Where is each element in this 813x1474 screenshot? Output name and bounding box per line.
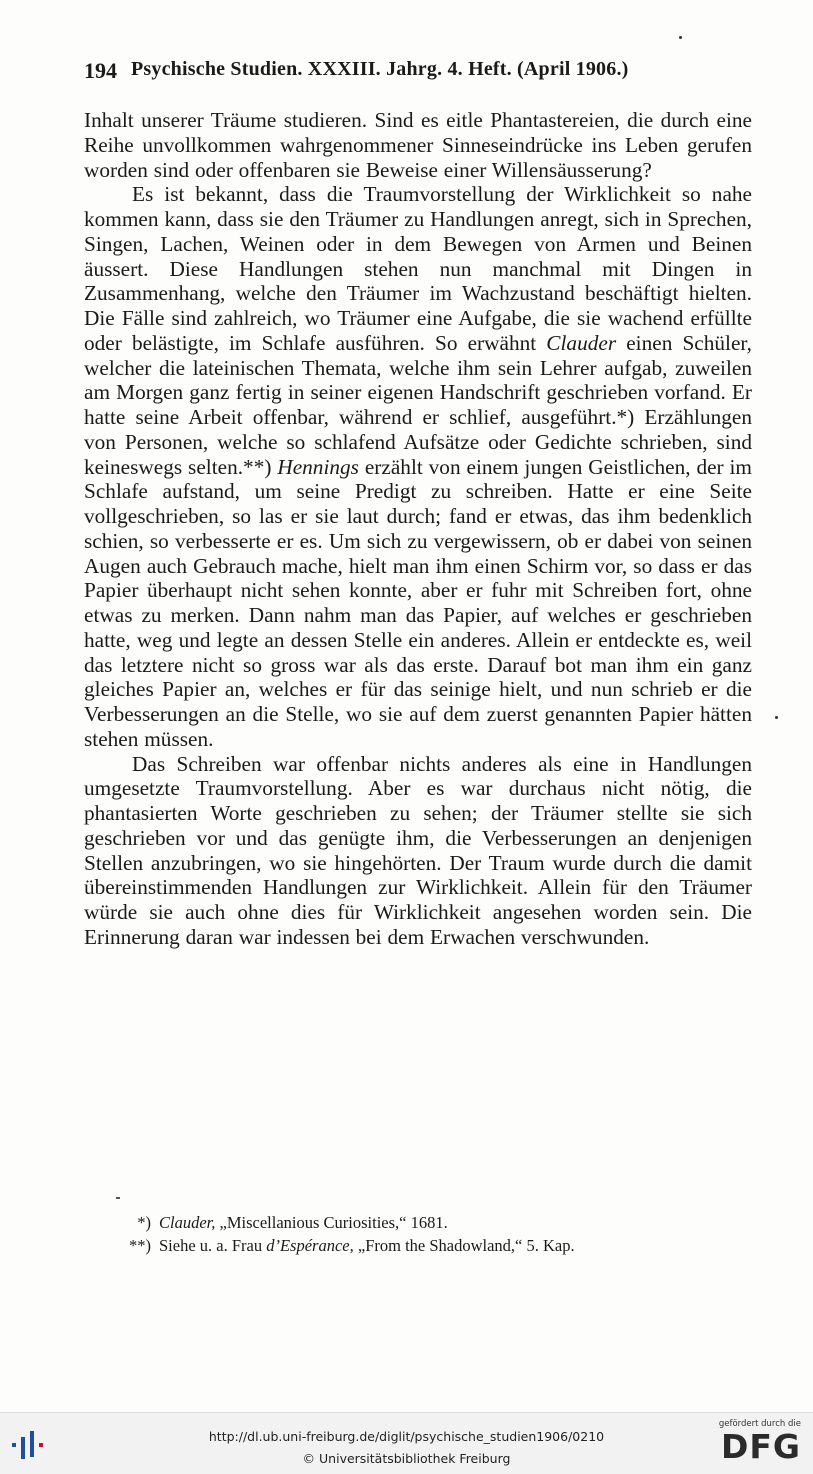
footnotes [125,1211,765,1257]
cited-name: Clauder [546,330,617,355]
footnote-text: „From the Shadowland,“ 5. Kap. [353,1236,575,1255]
paragraph: Inhalt unserer Träume studieren. Sind es eitle Phantastereien, die durch eine Reihe unvollkommen wahrgenommener Sinneseindrücke ins Leben gerufen worden sind oder offenbaren sie Beweise einer Willensäusserung? [84,108,752,182]
dfg-wordmark: DFG [720,1427,801,1466]
page-number: 194 [84,58,117,83]
footnote-author: d’Espérance, [266,1236,354,1255]
running-title: Psychische Studien. XXXIII. Jahrg. 4. Heft. (April 1906.) [131,58,629,80]
footnote-2 [125,1234,765,1257]
footnote-mark: **) [129,1236,151,1255]
viewer-footer [0,1412,813,1474]
footnote-rule [116,1197,120,1199]
body-text [84,108,752,950]
scan-speck [679,36,682,39]
document-url[interactable]: http://dl.ub.uni-freiburg.de/diglit/psychische_studien1906/0210 [208,1429,605,1444]
footnote-text: „Miscellanious Curiosities,“ 1681. [215,1213,448,1232]
copyright-notice: © Universitätsbibliothek Freiburg [302,1451,511,1466]
footnote-1 [125,1211,765,1234]
footnote-author: Clauder, [159,1213,216,1232]
running-header [84,58,752,84]
paragraph: Das Schreiben war offenbar nichts anderes als eine in Handlungen umgesetzte Traumvorstellung. Aber es war durchaus nicht nötig, die phantasierten Worte geschrieben zu sehen; der Träumer stellte sie sich geschrieben vor und das genügte ihm, die Verbesserungen an denjenigen Stellen anzubringen, wo sie hingehörten. Der Traum wurde durch die damit übereinstimmenden Handlungen zur Wirklichkeit. Allein für den Träumer würde sie auch ohne dies für Wirklichkeit angesehen worden sein. Die Erinnerung daran war indessen bei dem Erwachen verschwunden. [84,751,752,949]
dfg-caption: gefördert durch die [718,1419,801,1429]
dfg-logo[interactable] [705,1419,801,1469]
cited-name: Hennings [277,454,359,479]
paragraph: Es ist bekannt, dass die Traumvorstellung der Wirklichkeit so nahe kommen kann, dass sie den Träumer zu Handlungen anregt, sich in Sprechen, Singen, Lachen, Weinen oder in dem Bewegen von Armen und Beinen äussert. Diese Handlungen stehen nun manchmal mit Dingen in Zusammenhang, welche den Träumer im Wachzustand beschäftigt hielten. Die Fälle sind zahlreich, wo Träumer eine Aufgabe, die sie wachend erfüllte oder belästigte, im Schlafe ausführen. So erwähnt Clauder einen Schüler, welcher die lateinischen Themata, welche ihm sein Lehrer aufgab, zuweilen am Morgen ganz fertig in seiner eigenen Handschrift geschrieben vorfand. Er hatte seine Arbeit offenbar, während er schlief, ausgeführt.*) Erzählungen von Personen, welche so schlafend Aufsätze oder Gedichte schrieben, sind keineswegs selten.**) Hennings erzählt von einem jungen Geistlichen, der im Schlafe aufstand, um seine Predigt zu schreiben. Hatte er eine Seite vollgeschrieben, so las er sie laut durch; fand er etwas, das ihm bedenklich schien, so verbesserte er es. Um sich zu vergewissern, ob er dabei von seinen Augen auch Gebrauch mache, hielt man ihm einen Schirm vor, so dass er das Papier überhaupt nicht sehen konnte, aber er fuhr mit Schreiben fort, ohne etwas zu merken. Dann nahm man das Papier, auf welches er geschrieben hatte, weg und legte an dessen Stelle ein anderes. Allein er entdeckte es, weil das letztere nicht so gross war als das erste. Darauf bot man ihm ein ganz gleiches Papier an, welches er für das seinige hielt, und nun schrieb er die Verbesserungen an die Stelle, wo sie auf dem zuerst genannten Papier hätten stehen müssen. [84,182,752,751]
footnote-mark: *) [137,1213,151,1232]
footnote-author-prefix: Siehe u. a. Frau [159,1236,267,1255]
scan-speck [775,716,778,719]
